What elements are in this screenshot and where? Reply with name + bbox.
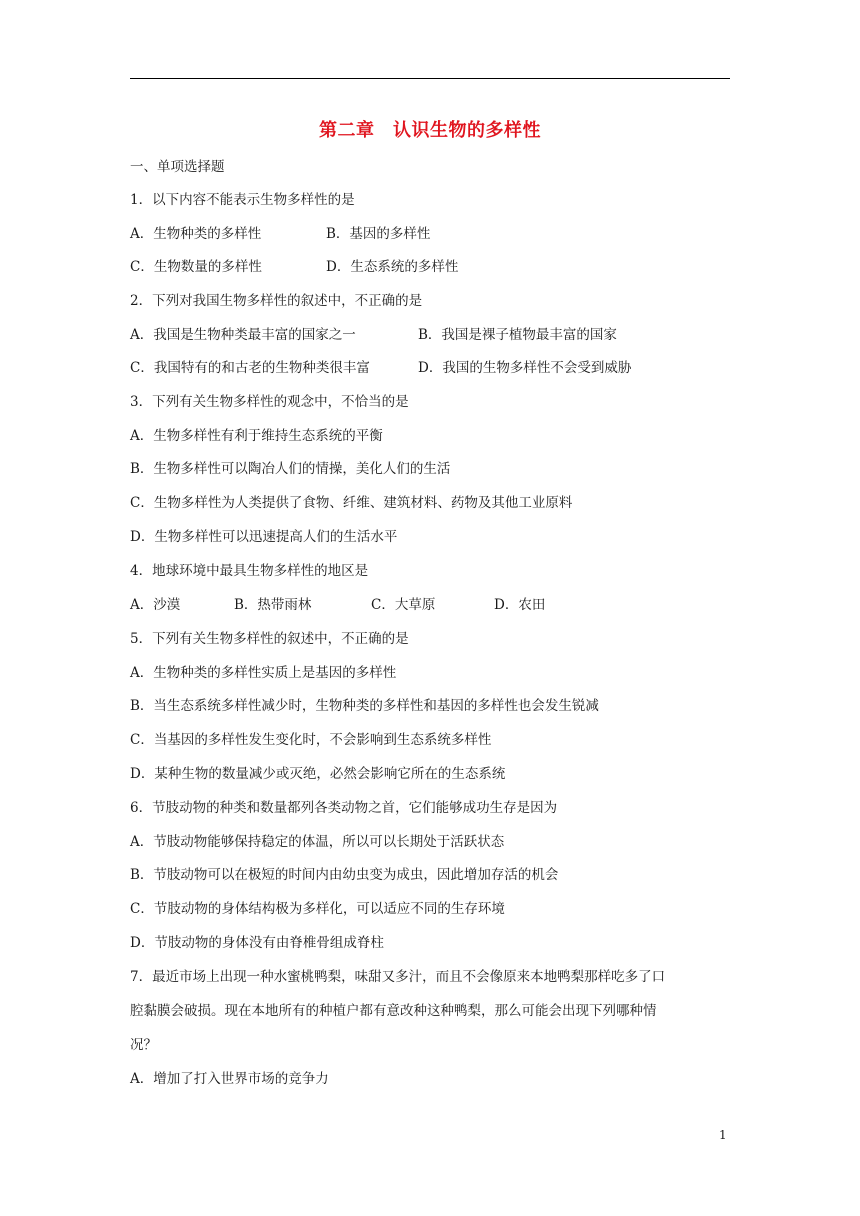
question-4-option-d: D．农田 bbox=[494, 597, 546, 613]
page-number: 1 bbox=[719, 1128, 727, 1142]
question-7-stem-line-3: 况？ bbox=[130, 1037, 157, 1053]
question-3-option-d: D．生物多样性可以迅速提高人们的生活水平 bbox=[130, 529, 398, 545]
question-4-option-b: B．热带雨林 bbox=[234, 597, 312, 613]
question-3-option-a: A．生物多样性有利于维持生态系统的平衡 bbox=[130, 428, 383, 444]
question-4-option-a: A．沙漠 bbox=[130, 597, 181, 613]
question-5-option-a: A．生物种类的多样性实质上是基因的多样性 bbox=[130, 665, 397, 681]
question-1-option-d: D．生态系统的多样性 bbox=[326, 259, 459, 275]
question-6-stem: 6．节肢动物的种类和数量都列各类动物之首，它们能够成功生存是因为 bbox=[130, 800, 558, 816]
question-3-option-c: C．生物多样性为人类提供了食物、纤维、建筑材料、药物及其他工业原料 bbox=[130, 495, 573, 511]
question-4-option-c: C．大草原 bbox=[371, 597, 436, 613]
question-1-stem: 1．以下内容不能表示生物多样性的是 bbox=[130, 192, 355, 208]
question-5-option-d: D．某种生物的数量减少或灭绝，必然会影响它所在的生态系统 bbox=[130, 766, 506, 782]
section-heading: 一、单项选择题 bbox=[130, 159, 225, 175]
question-2-option-b: B．我国是裸子植物最丰富的国家 bbox=[418, 327, 617, 343]
question-7-stem-line-1: 7．最近市场上出现一种水蜜桃鸭梨，味甜又多汁，而且不会像原来本地鸭梨那样吃多了口 bbox=[130, 969, 666, 985]
question-5-stem: 5．下列有关生物多样性的叙述中，不正确的是 bbox=[130, 631, 409, 647]
question-7-option-a: A．增加了打入世界市场的竞争力 bbox=[130, 1071, 329, 1087]
question-6-option-c: C．节肢动物的身体结构极为多样化，可以适应不同的生存环境 bbox=[130, 901, 505, 917]
question-3-stem: 3．下列有关生物多样性的观念中，不恰当的是 bbox=[130, 394, 409, 410]
question-1-option-a: A．生物种类的多样性 bbox=[130, 226, 262, 242]
header-rule bbox=[130, 78, 730, 79]
question-2-stem: 2．下列对我国生物多样性的叙述中，不正确的是 bbox=[130, 293, 423, 309]
question-2-option-d: D．我国的生物多样性不会受到威胁 bbox=[418, 360, 632, 376]
question-5-option-c: C．当基因的多样性发生变化时，不会影响到生态系统多样性 bbox=[130, 732, 492, 748]
question-7-stem-line-2: 腔黏膜会破损。现在本地所有的种植户都有意改种这种鸭梨，那么可能会出现下列哪种情 bbox=[130, 1003, 657, 1019]
question-5-option-b: B．当生态系统多样性减少时，生物种类的多样性和基因的多样性也会发生锐减 bbox=[130, 698, 599, 714]
chapter-title: 第二章 认识生物的多样性 bbox=[319, 120, 541, 141]
question-6-option-b: B．节肢动物可以在极短的时间内由幼虫变为成虫，因此增加存活的机会 bbox=[130, 867, 559, 883]
question-3-option-b: B．生物多样性可以陶冶人们的情操，美化人们的生活 bbox=[130, 461, 451, 477]
question-2-option-c: C．我国特有的和古老的生物种类很丰富 bbox=[130, 360, 370, 376]
question-6-option-a: A．节肢动物能够保持稳定的体温，所以可以长期处于活跃状态 bbox=[130, 834, 505, 850]
question-2-option-a: A．我国是生物种类最丰富的国家之一 bbox=[130, 327, 356, 343]
question-4-stem: 4．地球环境中最具生物多样性的地区是 bbox=[130, 563, 369, 579]
question-6-option-d: D．节肢动物的身体没有由脊椎骨组成脊柱 bbox=[130, 935, 384, 951]
question-1-option-c: C．生物数量的多样性 bbox=[130, 259, 262, 275]
question-1-option-b: B．基因的多样性 bbox=[326, 226, 431, 242]
